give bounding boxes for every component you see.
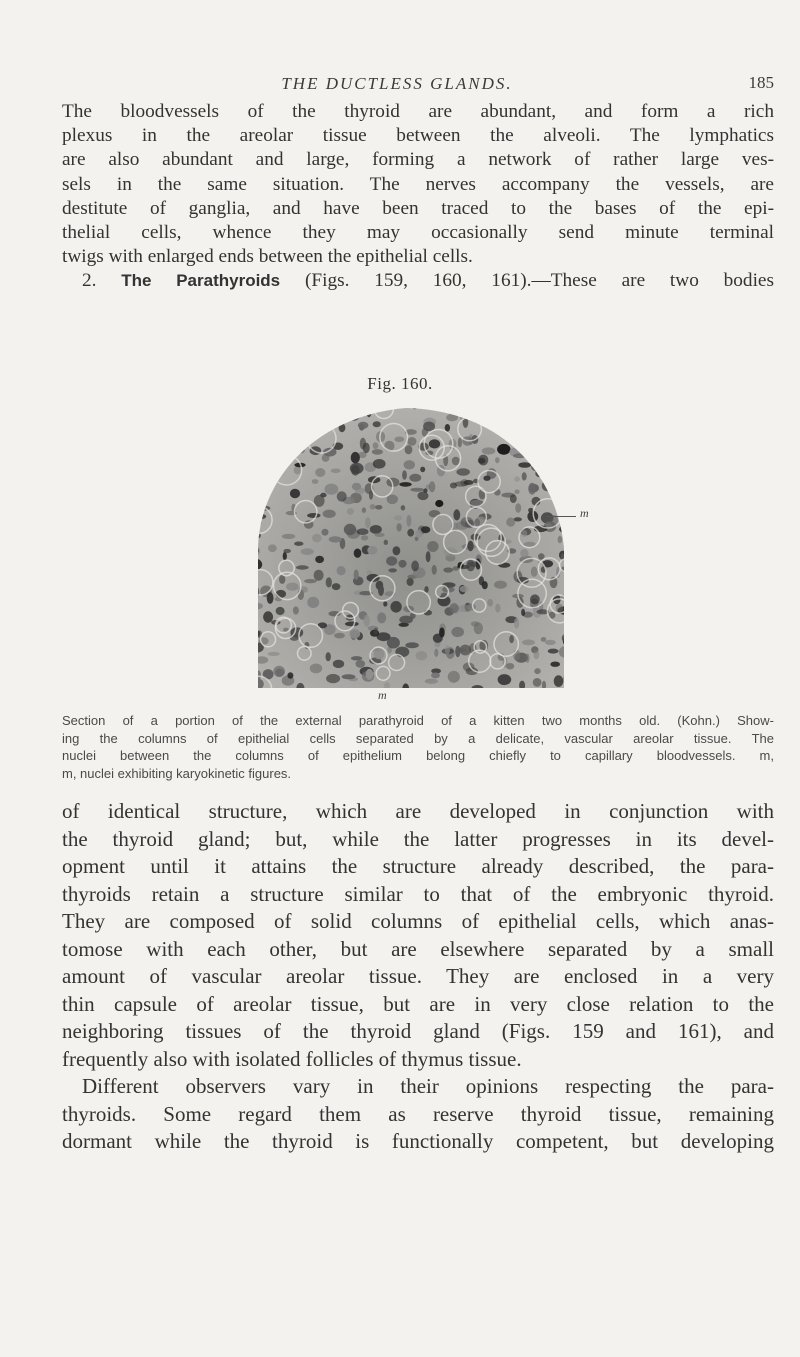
caption-line: ing the columns of epithelial cells separated by a delicate, vascular areolar tissue. The [62, 730, 774, 746]
parathyroid-section-illustration [246, 398, 589, 702]
figure-marker-m: m [580, 506, 589, 520]
page-number: 185 [748, 73, 774, 92]
text-line: of identical structure, which are developed in conjunction with [62, 799, 774, 823]
caption-line: Section of a portion of the external parathyroid of a kitten two months old. (Kohn.) Show- [62, 713, 774, 728]
text-line: plexus in the areolar tissue between the alveoli. The lymphatics [62, 125, 774, 147]
figure-leader-line [546, 516, 576, 517]
text-line: They are composed of solid columns of epithelial cells, which anas- [62, 909, 774, 933]
top-paragraph [62, 100, 774, 294]
caption-line: nuclei between the columns of epithelium belong chiefly to capillary bloodvessels. m, [62, 748, 774, 763]
section-heading-line [62, 269, 774, 293]
text-line: frequently also with isolated follicles of thymus tissue. [62, 1046, 522, 1071]
text-line: neighboring tissues of the thyroid gland (Figs. 159 and 161), and [62, 1019, 774, 1043]
text-line: opment until it attains the structure already described, the para- [62, 854, 774, 878]
running-title: THE DUCTLESS GLANDS. [281, 74, 513, 93]
section-heading: The Parathyroids [121, 271, 281, 291]
text-line: The bloodvessels of the thyroid are abundant, and form a rich [62, 101, 774, 122]
text-line: thelial cells, whence they may occasionally send minute terminal [62, 222, 774, 244]
text-line: twigs with enlarged ends between the epithelial cells. [62, 246, 473, 268]
text-line: Different observers vary in their opinions respecting the para- [82, 1074, 774, 1098]
text-line: thyroids retain a structure similar to that of the embryonic thyroid. [62, 881, 774, 906]
text-line: thin capsule of areolar tissue, but are in very close relation to the [62, 991, 774, 1016]
histology-drawing [246, 398, 576, 690]
caption-line: m, nuclei exhibiting karyokinetic figures. [62, 765, 292, 781]
text-line: the thyroid gland; but, while the latter progresses in its devel- [62, 826, 774, 851]
figure-label: Fig. 160. [367, 374, 433, 393]
text-line: tomose with each other, but are elsewhere separated by a small [62, 936, 774, 961]
figure-caption [62, 712, 774, 782]
text-line: amount of vascular areolar tissue. They are enclosed in a very [62, 964, 774, 988]
text-line: are also abundant and large, forming a network of rather large ves- [62, 149, 774, 171]
text-line: dormant while the thyroid is functionally competent, but developing [62, 1129, 774, 1153]
section-number: 2. [82, 270, 97, 292]
bottom-paragraph [62, 798, 774, 1156]
text-line: sels in the same situation. The nerves accompany the vessels, are [62, 173, 774, 195]
figure-marker-m: m [378, 688, 387, 702]
text-line: thyroids. Some regard them as reserve thyroid tissue, remaining [62, 1101, 774, 1126]
section-heading-rest: (Figs. 159, 160, 161).—These are two bodies [280, 270, 774, 292]
text-line: destitute of ganglia, and have been traced to the bases of the epi- [62, 197, 774, 219]
